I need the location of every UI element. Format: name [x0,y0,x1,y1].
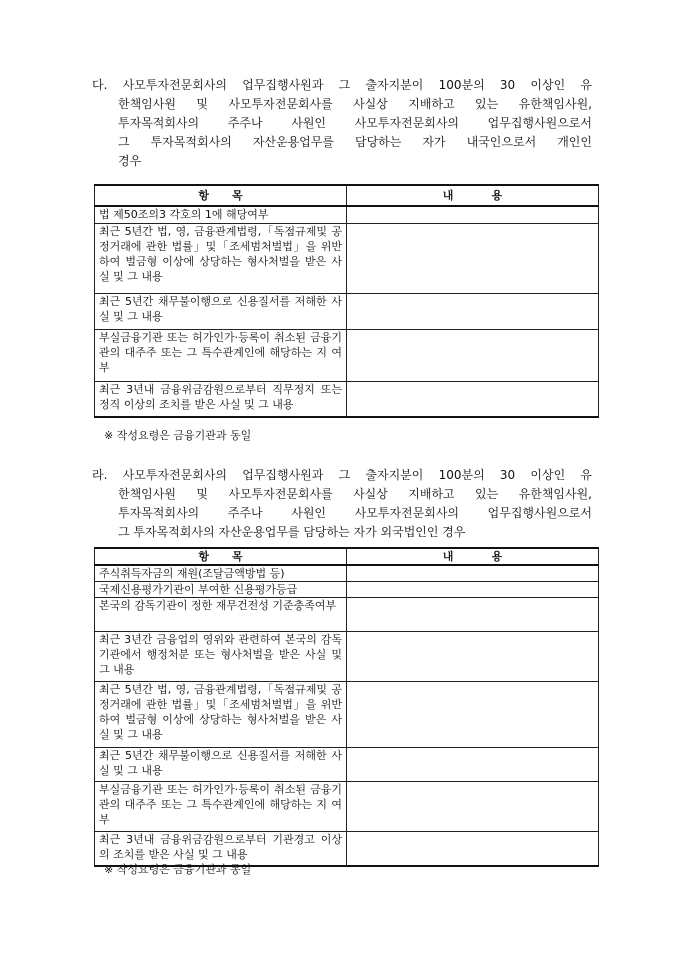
item-cell: 최근 5년간 채무불이행으로 신용질서를 저해한 사실 및 그 내용 [95,748,347,782]
paragraph-line: 한책임사원 및 사모투자전문회사를 사실상 지배하고 있는 유한책임사원, [118,97,592,111]
column-header-content: 내 용 [347,185,599,206]
content-cell[interactable] [347,748,599,782]
writing-note: ※ 작성요령은 금융기관과 동일 [104,863,252,876]
content-cell[interactable] [347,293,599,329]
column-header-item: 항 목 [95,185,347,206]
content-cell[interactable] [347,329,599,381]
item-cell: 본국의 감독기관이 정한 재무건전성 기준충족여부 [95,598,347,632]
section-da-paragraph [92,76,592,171]
content-cell[interactable] [347,632,599,682]
writing-note: ※ 작성요령은 금융기관과 동일 [104,429,252,442]
content-cell[interactable] [347,782,599,832]
table-row [95,748,599,782]
content-cell[interactable] [347,565,599,582]
section-da-table [94,184,599,418]
table-row [95,206,599,223]
item-cell: 부실금융기관 또는 허가인가·등록이 취소된 금융기관의 대주주 또는 그 특수관계인에 해당하는 지 여부 [95,329,347,381]
item-cell: 최근 3년내 금융위금감원으로부터 기관경고 이상의 조치를 받은 사실 및 그 내용 [95,832,347,866]
item-cell: 국제신용평가기관이 부여한 신용평가등급 [95,582,347,598]
paragraph-line: 그 투자목적회사의 자산운용업무를 담당하는 자가 외국법인인 경우 [118,525,466,539]
table-header-row [95,548,599,565]
table-row [95,381,599,417]
table-row [95,293,599,329]
section-ra-paragraph [92,466,592,542]
paragraph-line: 투자목적회사의 주주나 사원인 사모투자전문회사의 업무집행사원으로서 [118,506,592,520]
paragraph-line: 다. 사모투자전문회사의 업무집행사원과 그 출자지분이 100분의 30 이상인 유 [92,78,592,92]
content-cell[interactable] [347,206,599,223]
table-row [95,582,599,598]
section-ra-table [94,547,599,867]
item-cell: 최근 3년간 금융업의 영위와 관련하여 본국의 감독기관에서 행정처분 또는 형사처벌을 받은 사실 및 그 내용 [95,632,347,682]
paragraph-line: 투자목적회사의 주주나 사원인 사모투자전문회사의 업무집행사원으로서 [118,116,592,130]
column-header-item: 항 목 [95,548,347,565]
content-cell[interactable] [347,582,599,598]
content-cell[interactable] [347,832,599,866]
item-cell: 최근 5년간 법, 영, 금융관계법령,「독점규제및 공정거래에 관한 법률」및「조세범처벌법」을 위반하여 벌금형 이상에 상당하는 형사처벌을 받은 사실 및 그 내용 [95,223,347,293]
table-row [95,782,599,832]
table-row [95,632,599,682]
table-row [95,329,599,381]
item-cell: 최근 3년내 금융위금감원으로부터 직무정지 또는 정직 이상의 조치를 받은 사실 및 그 내용 [95,381,347,417]
content-cell[interactable] [347,682,599,748]
item-cell: 부실금융기관 또는 허가인가·등록이 취소된 금융기관의 대주주 또는 그 특수관계인에 해당하는 지 여부 [95,782,347,832]
content-cell[interactable] [347,598,599,632]
table-row [95,682,599,748]
table-row [95,598,599,632]
content-cell[interactable] [347,381,599,417]
table-row [95,223,599,293]
item-cell: 최근 5년간 채무불이행으로 신용질서를 저해한 사실 및 그 내용 [95,293,347,329]
paragraph-line: 그 투자목적회사의 자산운용업무를 담당하는 자가 내국인으로서 개인인 [118,135,592,149]
content-cell[interactable] [347,223,599,293]
table-header-row [95,185,599,206]
item-cell: 주식취득자금의 재원(조달금액방법 등) [95,565,347,582]
paragraph-line: 라. 사모투자전문회사의 업무집행사원과 그 출자지분이 100분의 30 이상인 유 [92,468,592,482]
column-header-content: 내 용 [347,548,599,565]
paragraph-line: 경우 [118,154,142,168]
paragraph-line: 한책임사원 및 사모투자전문회사를 사실상 지배하고 있는 유한책임사원, [118,487,592,501]
item-cell: 최근 5년간 법, 영, 금융관계법령,「독점규제및 공정거래에 관한 법률」및「조세범처벌법」을 위반하여 벌금형 이상에 상당하는 형사처벌을 받은 사실 및 그 내용 [95,682,347,748]
item-cell: 법 제50조의3 각호의 1에 해당여부 [95,206,347,223]
table-row [95,565,599,582]
